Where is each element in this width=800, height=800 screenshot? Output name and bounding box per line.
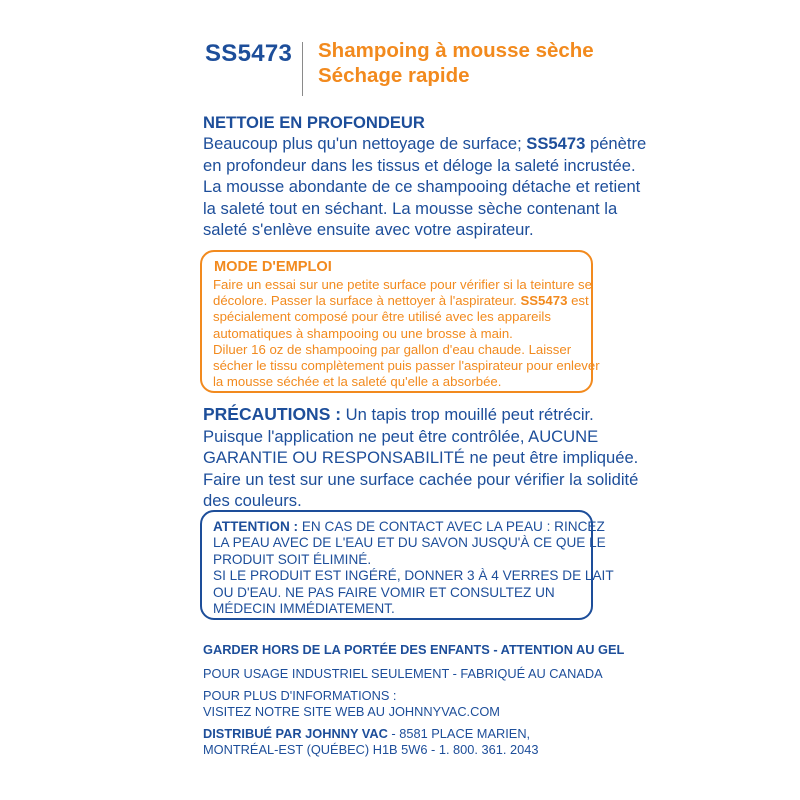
mode-line1: Faire un essai sur une petite surface pour vérifier si la teinture se [213,277,592,292]
mode-line5: Diluer 16 oz de shampooing par gallon d'eau chaude. Laisser [213,341,572,357]
nettoie-line2: en profondeur dans les tissus et déloge la saleté incrustée. [203,155,636,175]
attention-box [200,510,614,620]
precautions-line4: Faire un test sur une surface cachée pour vérifier la solidité [203,469,639,489]
footer-info [203,688,500,720]
product-title-line2: Séchage rapide [318,64,470,87]
footer-dist-line2: MONTRÉAL-EST (QUÉBEC) H1B 5W6 - 1. 800. 361. 2043 [203,742,539,757]
nettoie-title: NETTOIE EN PROFONDEUR [203,113,425,132]
footer-dist-address: - 8581 PLACE MARIEN, [387,726,531,741]
nettoie-line1-text: Beaucoup plus qu'un nettoyage de surface; [203,134,527,153]
attention-line2: LA PEAU AVEC DE L'EAU ET DU SAVON JUSQU'À CE QUE LE [213,535,606,551]
precautions-line1-text: Un tapis trop mouillé peut rétrécir. [341,405,594,424]
mode-line2-text: décolore. Passer la surface à nettoyer à l'aspirateur. [213,293,521,309]
nettoie-line5: saleté s'enlève ensuite avec votre aspirateur. [203,220,534,240]
footer-info-line2: VISITEZ NOTRE SITE WEB AU JOHNNYVAC.COM [203,704,500,719]
mode-line2-end: est [567,293,589,309]
header-divider [302,42,303,96]
product-code: SS5473 [205,40,293,67]
footer-info-line1: POUR PLUS D'INFORMATIONS : [203,688,397,703]
precautions-line3: GARANTIE OU RESPONSABILITÉ ne peut être impliquée. [203,448,639,468]
mode-emploi-text [213,277,600,390]
nettoie-line3: La mousse abondante de ce shampooing détache et retient [203,177,641,197]
attention-line1-text: EN CAS DE CONTACT AVEC LA PEAU : RINCEZ [298,519,605,534]
attention-line6: MÉDECIN IMMÉDIATEMENT. [213,601,395,617]
mode-line2-code: SS5473 [520,293,568,309]
attention-line3: PRODUIT SOIT ÉLIMINÉ. [213,551,372,567]
footer-dist-name: DISTRIBUÉ PAR JOHNNY VAC [203,726,388,741]
mode-emploi-title: MODE D'EMPLOI [214,259,332,275]
footer-usage: POUR USAGE INDUSTRIEL SEULEMENT - FABRIQUÉ AU CANADA [203,666,603,681]
precautions-line1 [203,404,638,426]
mode-line4: automatiques à shampooing ou une brosse à main. [213,325,513,341]
footer-distributor [203,726,538,758]
product-title-line1: Shampoing à mousse sèche [318,39,594,62]
precautions-line5: des couleurs. [203,491,302,511]
mode-line2 [213,293,600,309]
nettoie-line1-end: pénètre [585,134,647,153]
footer-dist-line1 [203,726,538,742]
precautions-title: PRÉCAUTIONS : [203,404,342,424]
mode-line6: sécher le tissu complètement puis passer l'aspirateur pour enlever [213,358,600,374]
precautions-paragraph [203,404,638,512]
nettoie-line1-code: SS5473 [526,134,586,153]
attention-line5: OU D'EAU. NE PAS FAIRE VOMIR ET CONSULTEZ UN [213,584,555,600]
nettoie-line1 [203,133,646,155]
product-titles [318,38,618,88]
footer-warning: GARDER HORS DE LA PORTÉE DES ENFANTS - ATTENTION AU GEL [203,642,625,657]
attention-line1 [213,519,614,535]
mode-emploi-box [200,250,600,393]
mode-line7: la mousse séchée et la saleté qu'elle a absorbée. [213,374,502,390]
attention-line4: SI LE PRODUIT EST INGÉRÉ, DONNER 3 À 4 VERRES DE LAIT [213,568,614,584]
nettoie-paragraph [203,133,646,241]
mode-line3: spécialement composé pour être utilisé avec les appareils [213,309,551,325]
nettoie-line4: la saleté tout en séchant. La mousse sèche contenant la [203,198,618,218]
attention-text [213,519,614,617]
attention-title: ATTENTION : [213,519,299,534]
precautions-line2: Puisque l'application ne peut être contrôlée, AUCUNE [203,426,599,446]
